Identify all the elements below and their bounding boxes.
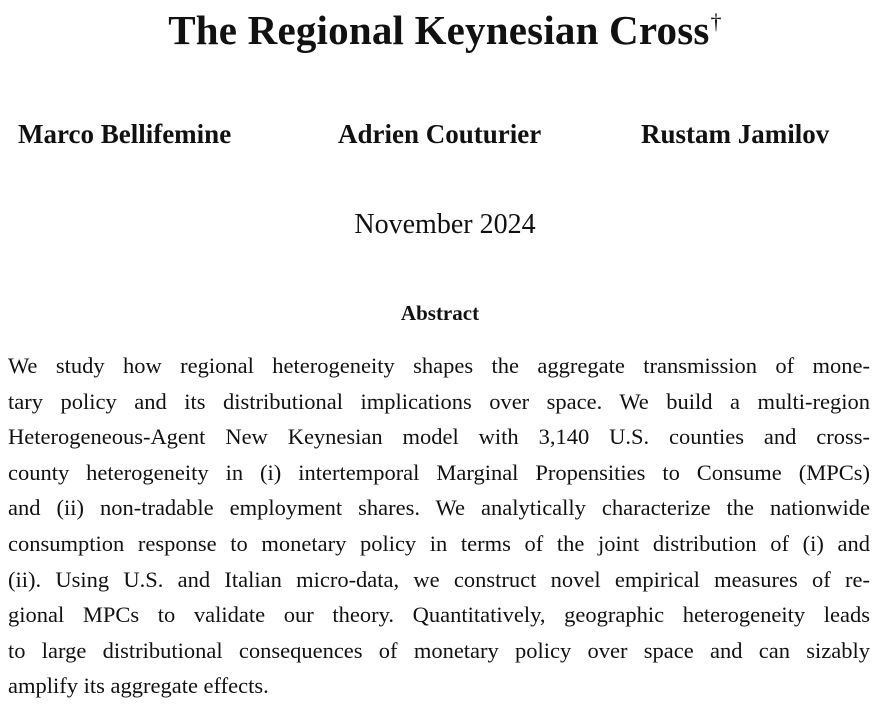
abstract-line: consumption response to monetary policy in terms of the joint distribution of (i) and [8,530,870,556]
author-name: Rustam Jamilov [641,119,830,149]
abstract-line: Heterogeneous-Agent New Keynesian model with 3,140 U.S. counties and cross- [8,424,870,450]
abstract-line: to large distributional consequences of monetary policy over space and can sizably [8,637,870,663]
abstract-line: amplify its aggregate effects. [8,673,269,699]
abstract-line: county heterogeneity in (i) intertemporal Marginal Propensities to Consume (MPCs) [8,459,870,485]
paper-title [0,2,890,58]
abstract-line: We study how regional heterogeneity shapes the aggregate transmission of mone- [8,353,870,378]
title-footnote-mark: † [710,9,722,34]
abstract-line: gional MPCs to validate our theory. Quantitatively, geographic heterogeneity leads [8,602,870,628]
author-name: Adrien Couturier [338,119,542,149]
abstract-heading: Abstract [400,301,480,325]
abstract-line: and (ii) non-tradable employment shares. We analytically characterize the nationwide [8,495,870,521]
publication-date: November 2024 [354,209,536,240]
abstract-line: (ii). Using U.S. and Italian micro-data, we construct novel empirical measures of re- [8,566,870,592]
abstract-line: tary policy and its distributional implications over space. We build a multi-region [8,388,870,414]
title-text: The Regional Keynesian Cross [168,7,710,53]
abstract-text [8,348,870,704]
author-name: Marco Bellifemine [18,119,232,149]
